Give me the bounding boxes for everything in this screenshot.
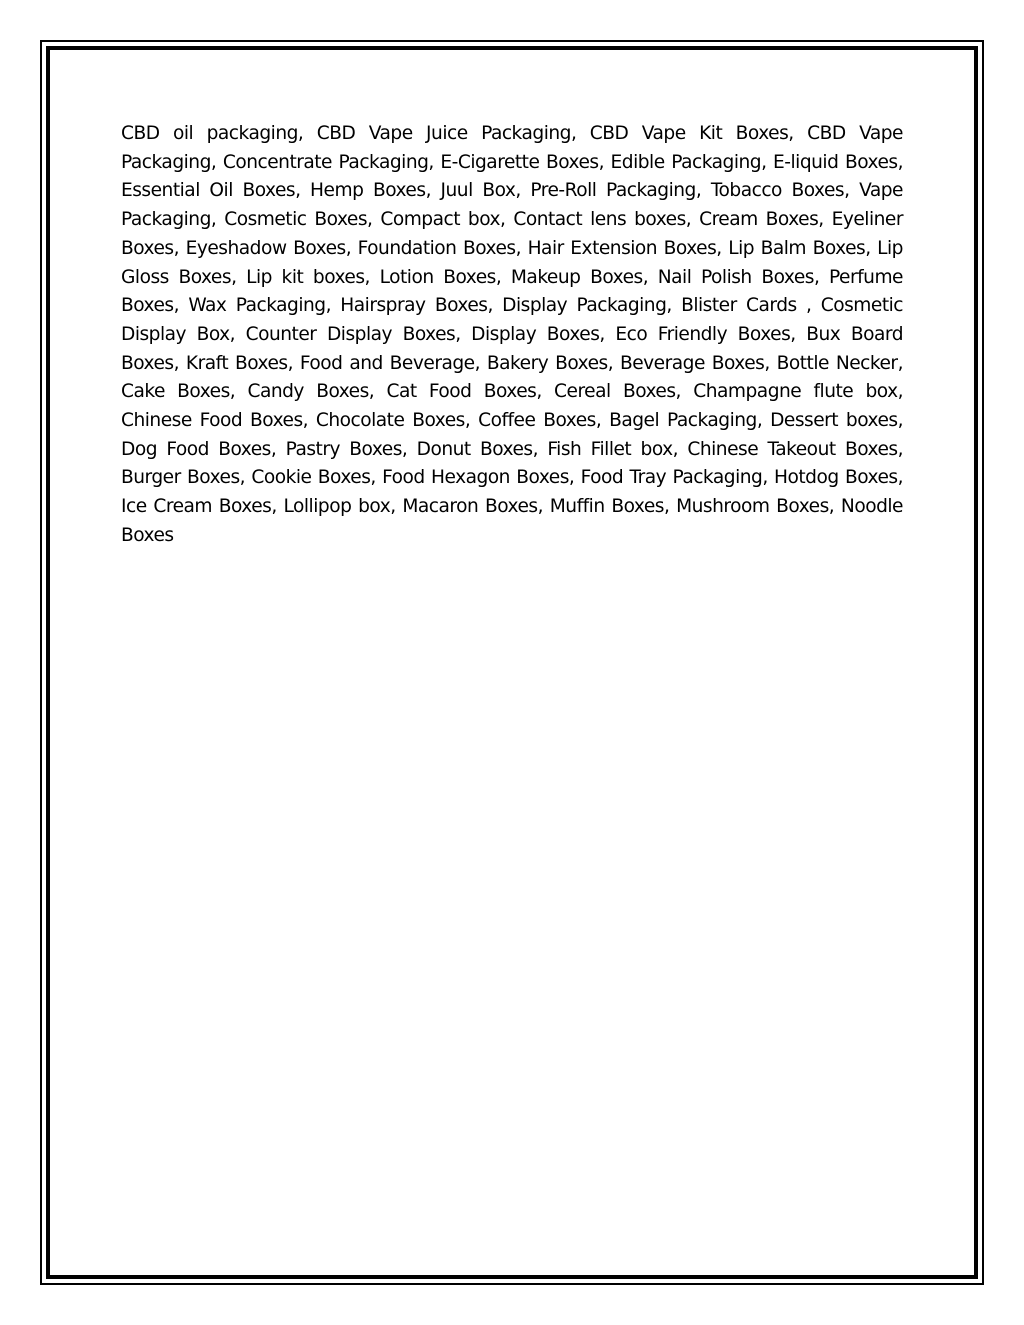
body-paragraph: CBD oil packaging, CBD Vape Juice Packaging, CBD Vape Kit Boxes, CBD Vape Packaging, Concentrate Packaging, E-Cigarette Boxes, Edible Packaging, E-liquid Boxes, Essential Oil Boxes, Hemp Boxes, Juul Box, Pre-Roll Packaging, Tobacco Boxes, Vape Packaging, Cosmetic Boxes, Compact box, Contact lens boxes, Cream Boxes, Eyeliner Boxes, Eyeshadow Boxes, Foundation Boxes, Hair Extension Boxes, Lip Balm Boxes, Lip Gloss Boxes, Lip kit boxes, Lotion Boxes, Makeup Boxes, Nail Polish Boxes, Perfume Boxes, Wax Packaging, Hairspray Boxes, Display Packaging, Blister Cards , Cosmetic Display Box, Counter Display Boxes, Display Boxes, Eco Friendly Boxes, Bux Board Boxes, Kraft Boxes, Food and Beverage, Bakery Boxes, Beverage Boxes, Bottle Necker, Cake Boxes, Candy Boxes, Cat Food Boxes, Cereal Boxes, Champagne flute box, Chinese Food Boxes, Chocolate Boxes, Coffee Boxes, Bagel Packaging, Dessert boxes, Dog Food Boxes, Pastry Boxes, Donut Boxes, Fish Fillet box, Chinese Takeout Boxes, Burger Boxes, Cookie Boxes, Food Hexagon Boxes, Food Tray Packaging, Hotdog Boxes, Ice Cream Boxes, Lollipop box, Macaron Boxes, Muffin Boxes, Mushroom Boxes, Noodle Boxes xyxy=(121,123,903,546)
